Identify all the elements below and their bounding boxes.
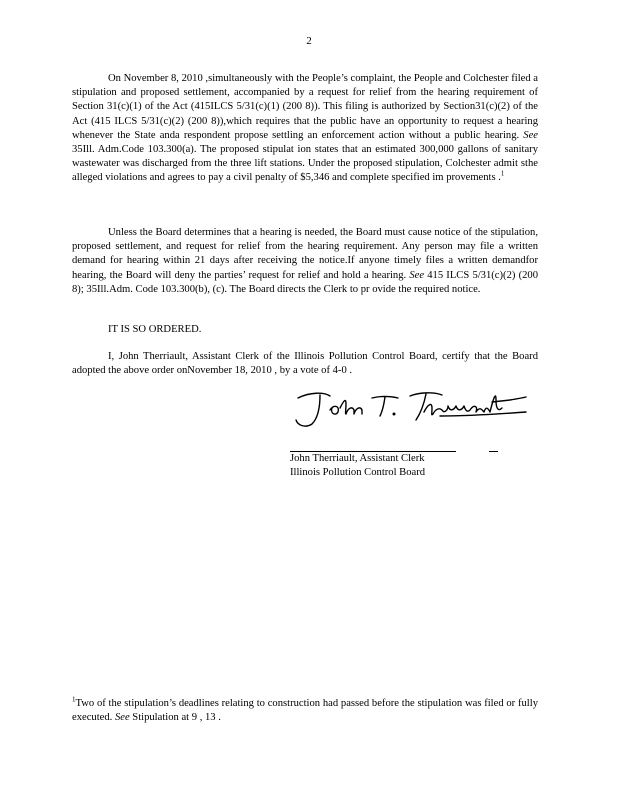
footnote [72, 697, 538, 725]
paragraph-text: 35Ill. Adm.Code 103.300(a). The proposed stipulat ion states that an estimated 300,000 gallons of sanitary wastewater was discharged from the three lift stations. Under the proposed stipulation, Colchester admit sthe alleged violations and agrees to pay a civil penalty of $5,346 and complete specified im provements . [72, 144, 538, 184]
signer-organization: Illinois Pollution Control Board [290, 467, 426, 478]
signer-block [290, 452, 425, 480]
paragraph-certification: I, John Therriault, Assistant Clerk of the Illinois Pollution Control Board, certify that the Board adopted the above order onNovember 18, 2010 , by a vote of 4-0 . [72, 351, 538, 377]
footnote-text: Two of the stipulation’s deadlines relating to construction had passed before the stipulation was filed or fully executed. [72, 698, 538, 724]
handwritten-signature [290, 386, 530, 432]
signature-line-end [489, 451, 498, 452]
footnote-marker: 1 [72, 695, 76, 704]
order-statement: IT IS SO ORDERED. [108, 324, 202, 335]
citation-signal: See [409, 269, 425, 281]
paragraph-notice [72, 226, 538, 297]
paragraph-text: 415 ILCS 5/31(c)(2) (200 8); 35Ill.Adm. Code 103.300(b), (c). The Board directs the Clerk to pr ovide the required notice. [72, 269, 538, 295]
footnote-reference[interactable]: 1 [500, 169, 505, 178]
citation-signal: See [523, 129, 538, 141]
footnote-text: Stipulation at 9 , 13 . [129, 712, 221, 724]
signer-name: John Therriault, Assistant Clerk [290, 453, 425, 464]
paragraph-text: On November 8, 2010 ,simultaneously with the People’s complaint, the People and Colchester filed a stipulation and proposed settlement, accompanied by a request for relief from the hearing requirement of Section 31(c)(1) of the Act (415ILCS 5/31(c)(1) (200 8)). This filing is authorized by Section31(c)(2) of the Act (415 ILCS 5/31(c)(2) (200 8)),which requires that the public have an opportunity to request a hearing whenever the State anda respondent propose settling an enforcement action without a public hearing. [72, 73, 538, 141]
page-number: 2 [306, 35, 312, 47]
paragraph-stipulation [72, 72, 538, 186]
paragraph-text: Unless the Board determines that a hearing is needed, the Board must cause notice of the stipulation, proposed settlement, and request for relief from the hearing requirement. Any person may file a written demand for hearing within 21 days after receiving the notice.If anyone timely files a written demandfor hearing, the Board will deny the parties’ request for relief and hold a hearing. [72, 227, 538, 281]
citation-signal: See [114, 712, 130, 724]
